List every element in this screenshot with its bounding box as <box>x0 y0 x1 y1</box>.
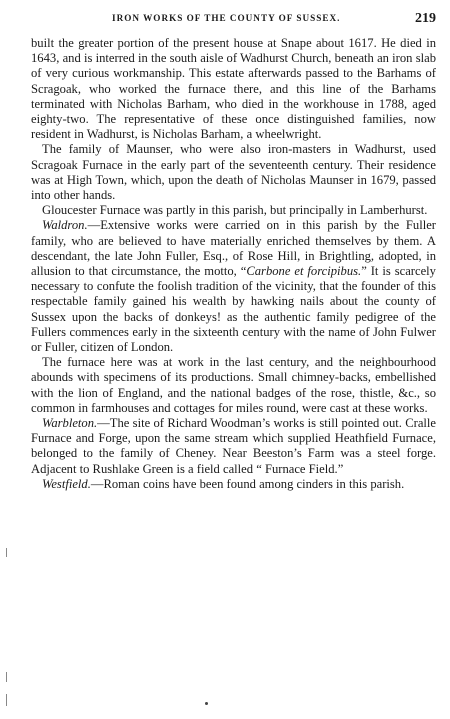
margin-mark <box>6 672 7 682</box>
paragraph-text: The family of Maunser, who were also iron-masters in Wadhurst, used Scragoak Furnace in the early part of the seventeenth century. Their residence was at High Town, which, upon the death of Nicholas Maunser in 1679, passed into other hands. <box>31 142 436 203</box>
paragraph-text: The furnace here was at work in the last century, and the neighbourhood abounds with specimens of its productions. Small chimney-backs, embellished with the lion of England, and the national badges of the rose, thistle, &c., so common in farmhouses and cottages for miles round, were cast at these works. <box>31 355 436 415</box>
paragraph-maunser <box>31 142 436 203</box>
paragraph-text: —Roman coins have been found among cinders in this parish. <box>90 476 405 491</box>
page-number: 219 <box>415 11 436 26</box>
family-motto: Carbone et forcipibus. <box>246 264 362 279</box>
margin-mark <box>6 548 7 557</box>
paragraph-text: —Extensive works were carried on in this parish by the Fuller family, who are believed to have materially enriched themselves by them. A descendant, the late John Fuller, Esq., of Rose Hill, in Brightling, adopted, in allusion to that circumstance, the motto, “ <box>31 218 436 279</box>
margin-mark <box>6 694 7 706</box>
place-name-waldron: Waldron. <box>42 218 88 233</box>
paragraph-furnace-products <box>31 355 436 416</box>
printer-mark <box>205 702 208 705</box>
paragraph-warbleton <box>31 416 436 477</box>
place-name-westfield: Westfield. <box>42 476 91 491</box>
paragraph-westfield <box>31 477 436 492</box>
paragraph-gloucester <box>31 203 436 218</box>
paragraph-text: —The site of Richard Woodman’s works is still pointed out. Cralle Furnace and Forge, upon the same stream which supplied Heathfield Furnace, belonged to the family of Cheney. Near Beeston’s Farm was a steel forge. Adjacent to Rushlake Green is a field called “ Furnace Field.” <box>31 416 436 476</box>
place-name-warbleton: Warbleton. <box>42 416 98 431</box>
paragraph-text: built the greater portion of the present house at Snape about 1617. He died in 1643, and is interred in the south aisle of Wadhurst Church, beneath an iron slab of very curious workmanship. This estate afterwards passed to the Barhams of Scragoak, who worked the furnace there, and this line of the Barhams terminated with Nicholas Barham, who died in the workhouse in 1788, aged eighty-two. The representative of these once distinguished families, now resident in Wadhurst, is Nicholas Barham, a wheelwright. <box>31 36 436 142</box>
paragraph-snape <box>31 36 436 142</box>
paragraph-text: Gloucester Furnace was partly in this parish, but principally in Lamberhurst. <box>42 203 428 218</box>
paragraph-waldron <box>31 218 436 355</box>
running-head <box>30 11 440 29</box>
paragraph-text: ” It is scarcely necessary to confute the foolish tradition of the vicinity, that the founder of this respectable family gained his wealth by hawking nails about the county of Sussex upon the backs of donkeys! as the authentic family pedigree of the Fullers commences early in the sixteenth century with the name of John Fulwer or Fuller, citizen of London. <box>31 264 436 355</box>
running-title: IRON WORKS OF THE COUNTY OF SUSSEX. <box>112 13 341 23</box>
body-text <box>31 36 436 492</box>
